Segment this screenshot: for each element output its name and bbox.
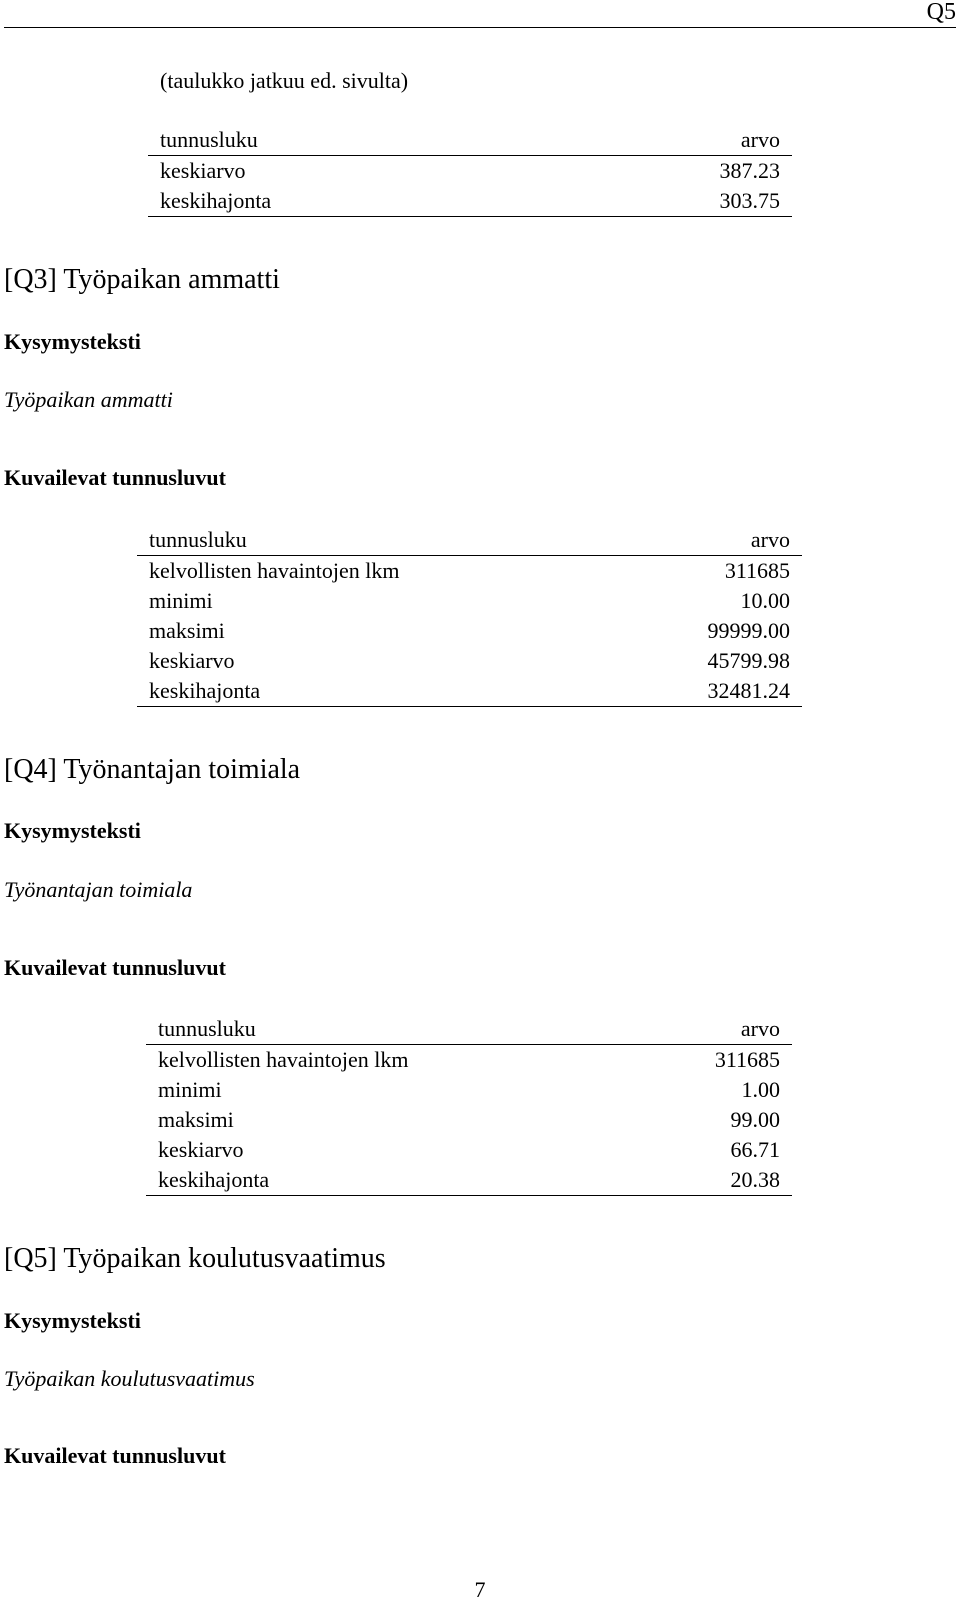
row-name: kelvollisten havaintojen lkm (149, 558, 400, 583)
row-name: keskiarvo (160, 158, 246, 183)
column-header-name: tunnusluku (146, 1014, 634, 1045)
row-value: 311685 (724, 558, 790, 583)
row-value: 10.00 (740, 588, 790, 613)
table-header-row (148, 125, 792, 156)
row-value: 20.38 (634, 1165, 792, 1196)
row-value: 99999.00 (707, 618, 790, 643)
table-row (137, 676, 802, 707)
row-name: minimi (149, 588, 213, 613)
question-heading-q3: Kysymysteksti (4, 329, 141, 354)
question-heading-q4: Kysymysteksti (4, 818, 141, 843)
table-row (137, 556, 802, 587)
row-value: 311685 (714, 1047, 780, 1072)
table-row (148, 156, 792, 187)
row-name: keskiarvo (149, 648, 235, 673)
row-name: keskihajonta (137, 676, 616, 707)
row-name: keskiarvo (158, 1137, 244, 1162)
table-row (146, 1045, 792, 1076)
table-header-row (146, 1014, 792, 1045)
row-name: maksimi (149, 618, 225, 643)
table-row (146, 1165, 792, 1196)
table-row (146, 1105, 792, 1135)
row-name: keskihajonta (146, 1165, 634, 1196)
row-name: minimi (158, 1077, 222, 1102)
row-value: 1.00 (741, 1077, 780, 1102)
table-row (146, 1075, 792, 1105)
section-title-q4: [Q4] Työnantajan toimiala (4, 754, 301, 785)
row-value: 303.75 (544, 186, 792, 217)
table-row (146, 1135, 792, 1165)
stats-table-q3 (137, 525, 802, 707)
column-header-value: arvo (634, 1014, 792, 1045)
stats-heading-q3: Kuvailevat tunnusluvut (4, 465, 226, 490)
table-row (137, 646, 802, 676)
stats-heading-q5: Kuvailevat tunnusluvut (4, 1443, 226, 1468)
running-header-label: Q5 (926, 0, 956, 25)
page-number: 7 (474, 1577, 486, 1602)
continuation-note: (taulukko jatkuu ed. sivulta) (160, 68, 409, 93)
row-value: 66.71 (730, 1137, 780, 1162)
table-row (137, 586, 802, 616)
row-name: keskihajonta (148, 186, 544, 217)
question-text-q4: Työnantajan toimiala (4, 877, 193, 902)
row-name: maksimi (158, 1107, 234, 1132)
row-value: 32481.24 (616, 676, 802, 707)
stats-table-q4 (146, 1014, 792, 1196)
table-row (137, 616, 802, 646)
question-heading-q5: Kysymysteksti (4, 1308, 141, 1333)
table-header-row (137, 525, 802, 556)
row-value: 45799.98 (707, 648, 790, 673)
stats-heading-q4: Kuvailevat tunnusluvut (4, 955, 226, 980)
column-header-name: tunnusluku (137, 525, 616, 556)
question-text-q3: Työpaikan ammatti (4, 387, 173, 412)
section-title-q5: [Q5] Työpaikan koulutusvaatimus (4, 1243, 386, 1274)
header-rule (4, 27, 956, 28)
table-row (148, 186, 792, 217)
section-title-q3: [Q3] Työpaikan ammatti (4, 264, 280, 295)
question-text-q5: Työpaikan koulutusvaatimus (4, 1366, 255, 1391)
stats-table-q2 (148, 125, 792, 217)
column-header-name: tunnusluku (148, 125, 544, 156)
row-value: 387.23 (719, 158, 780, 183)
column-header-value: arvo (616, 525, 802, 556)
column-header-value: arvo (544, 125, 792, 156)
row-value: 99.00 (730, 1107, 780, 1132)
row-name: kelvollisten havaintojen lkm (158, 1047, 409, 1072)
